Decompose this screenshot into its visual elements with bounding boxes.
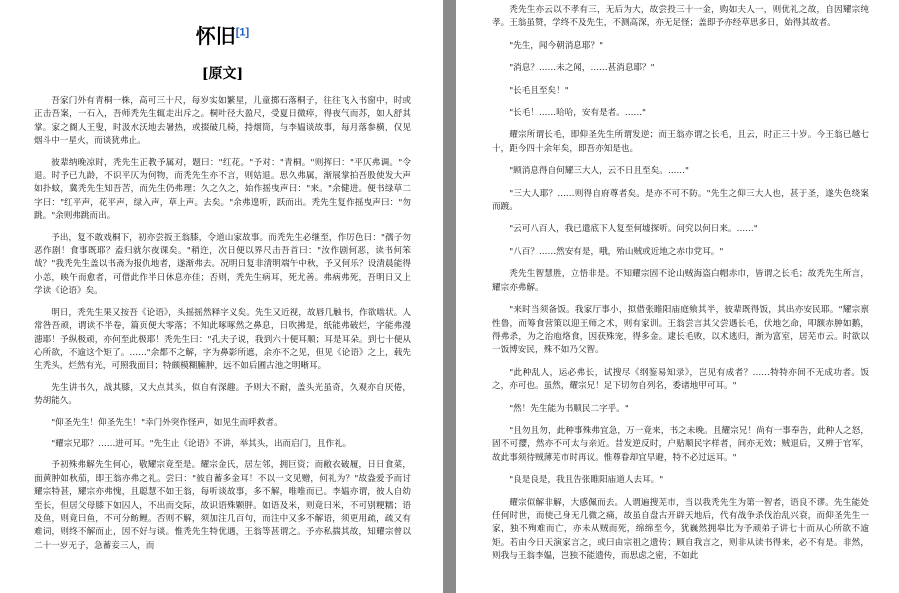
paragraph: "八百？……然安有是，哦，殆山贼或近地之赤巾党耳。"	[509, 246, 724, 257]
paragraph: "此种乱人，运必弗长，试搜尽《纲鉴易知录》，岂见有成者？……特特亦间不无成功者。饭之，亦可也。虽然，耀宗兄！足下切勿自列名，委诸地甲可耳。"	[492, 367, 869, 392]
paragraph: "顾消息得自何耀三大人，云不日且至矣。……"	[509, 166, 689, 177]
paragraph: "长毛且至矣！"	[509, 85, 569, 96]
paragraph: "良是良是，我且告张睢阳庙道人去耳。"	[509, 475, 664, 486]
paragraph: 先生讲书久，战其膝，又大点其头，似自有深趣。予则大不耐，盖头光虽奇，久观亦自厌倦，势胡能久。	[34, 382, 411, 407]
left-page	[0, 0, 443, 593]
paragraph: "然！先生能为书顺民二字乎。"	[509, 403, 629, 414]
paragraph: 吾家门外有青桐一株，高可三十尺，每岁实如繁星，儿童掷石落桐子，往往飞入书窗中，时或正击吾案，一石入，吾师秃先生辄走出斥之。桐叶径大盈尺，受夏日微瘁，得夜气而苏，如人舒其掌。家之阍人王叟，时汲水沃地去暑热，或掇破几椅，持烟筒，与李媪谈故事，每月落参横，仅见烟斗中一星火，而谈犹弗止。	[34, 96, 411, 147]
footnote-link[interactable]: [1]	[235, 26, 250, 39]
paragraph: "消息？……未之闻，……甚消息耶？"	[509, 63, 655, 74]
right-page	[456, 0, 899, 593]
paragraph: "仰圣先生！仰圣先生！"幸门外突作怪声，如见生而呼救者。	[51, 417, 283, 428]
paragraph: "且勿且勿，此种事殊弗宜急，万一竟来，书之未晚。且耀宗兄！尚有一事奉告，此种人之怒，固不可撄，然亦不可太与亲近。昔发逆反时，户贴顺民字样者，间亦无效；贼退后，又辨于官军，故此事须待贼薄芜市时再议。惟尊眷却宜早避，特不必过远耳。"	[492, 425, 869, 463]
paragraph: "云可八百人，我已遣底下人复至何墟探听。问究以何日来。……"	[509, 224, 758, 235]
paragraph: "三大人耶？……则得自府尊者矣。是亦不可不防。"先生之仰三大人也，甚于圣，遂失色绕案而踱。	[492, 188, 869, 213]
paragraph: 秃先生亦云以不孝有三，无后为大，故尝投三十一金，购如夫人一，则优礼之故，自因耀宗纯孝。王翁虽赞，学终不及先生，不测高深，亦无足怪；盖即予亦经草思多日，始得其故者。	[492, 5, 869, 29]
paragraph: "长毛！……哈哈，安有是者。……"	[509, 108, 646, 119]
paragraph: 予出，复不敢戏桐下，初亦尝扳王翁膝，令道山家故事。而秃先生必继至，作厉色曰："孺子勿恶作剧！食事既耶？盍归就尔夜课矣。"稍迕，次日便以界尺击吾首曰："汝作剧何恶，读书何笨哉？"我秃先生盖以书斋为报仇地者，遂渐弗去。况明日复非清明端午中秋，予又何乐？设清晨能得小恙，映午而愈者，可借此作半日休息亦佳；否则，秃先生病耳，死尤善。弗病弗死，吾明日又上学读《论语》矣。	[34, 232, 411, 297]
paragraph: 耀宗所谓长毛，即仰圣先生所谓发逆；而王翁亦谓之长毛，且云，时正三十岁。今王翁已越七十，距今四十余年矣，即吾亦知是也。	[492, 130, 869, 154]
paragraph: 予初殊弗解先生何心，敬耀宗竟至是。耀宗金氏，居左邻，拥巨资；而敝衣破履，日日食菜，面黄肿如秋茄，即王翁亦弗之礼。尝曰："彼自蓄多金耳！不以一文见赠，何礼为？"故盎爱予而讨耀宗特甚，耀宗亦弗愧，且聪慧不如王翁，每听谈故事，多不解，唯唯而已。李媪亦谓，彼人自幼至长，但居父母膝下如囚人，不出而交际，故识语殊颗胖。如语及米，则竟曰米，不可别粳糯；语及鱼，则竟曰鱼，不可分鲂鲤。否则不解，须加注几百句，而注中又多不解语，须更用疏，疏又有难词，则终不解而止，因不好与谈。惟秃先生特优遇，王翁等甚谓之。予亦私揣其故，知耀宗曾以二十一岁无子，急蓄妾三人，而	[34, 460, 411, 551]
paragraph: 秃先生智慧胜，立悟非是。不知耀宗固不论山贼海盗白帽赤巾，皆谓之长毛；故秃先生所言，耀宗亦弗解。	[492, 269, 869, 293]
page-title	[34, 20, 411, 49]
paragraph: 明日，秃先生果又按吾《论语》，头摇摇然释字义矣。先生又近视，故唇几触书，作欲啮状。人常咎吾顽，谓读不半卷，篇页便大零落；不知此啄啄然之鼻息，日吹拂是，纸能弗破烂，字能弗漫漶耶！予纵极顽，亦何至此极耶！秃先生曰："孔夫子说，我到六十便耳顺；耳是耳朵。到七十便从心所欲，不逾这个矩了。……"余都不之解，字为鼻影所遮，余亦不之见，但见《论语》之上，载先生秃头，烂然有光，可照我面目；特颇模糊臃肿，远不如后圃古池之明晰耳。	[34, 307, 411, 372]
paragraph: "先生，闻今朝消息耶？"	[509, 40, 604, 51]
paragraph: "耀宗兄耶？……进可耳。"先生止《论语》不讲，举其头，出而启门，且作礼。	[51, 438, 352, 449]
paragraph: 耀宗似解非解，大感佩而去。人谓遍搜芜市，当以我秃先生为第一智者，语良不谬。先生能处任何时世，而使己身无几微之痛，故虽自盘古开辟天地后，代有战争杀伐治乱兴衰，而仰圣先生一家，独不殉难而亡，亦未从贼而死，绵绵至今，犹巍然拥皋比为予顽弟子讲七十而从心所欲不逾矩。若由今日天演家言之，或曰由宗祖之遗传；顾自我言之，则非从读书得来，必不有是。非然，则我与王翁李媪，岂独不能遗传，而思虑之密，不如此	[492, 497, 869, 562]
paragraph: 彼辈纳晚凉时，秃先生正教予属对，题曰："红花。"予对："青桐。"则挥曰："平仄弗调。"令退。时予已九龄，不识平仄为何物，而秃先生亦不言，则姑退。思久弗属，渐展掌拍吾股使发大声如扑蚊，冀秃先生知吾苦，而先生仍弗理；久之久之，始作摇曳声曰："来。"余健进。便书绿草二字曰："红平声，花平声，绿入声，草上声。去矣。"余弗遑听，跃而出。秃先生复作摇曳声曰："勿跳。"余则弗跳而出。	[34, 157, 411, 222]
paragraph: "来时当须备饭。我家厅事小，拟借张睢阳庙庭飨其半，彼辈既得饭，其出亦安民耶。"耀宗禀性鲁，而筹食营策以迎王师之术，则有家训。王翁尝言其父尝遇长毛，伏地乞命，叩额赤肿如鹅，得弗杀，为之治庖烙食，因获殊宠，得多金。逮长毛败，以术逃归，渐为富室，居芜市云。时欲以一饭博安民，殊不如乃父智。	[492, 305, 869, 356]
section-heading: [原文]	[201, 66, 244, 82]
title-text: 怀旧	[195, 26, 236, 48]
